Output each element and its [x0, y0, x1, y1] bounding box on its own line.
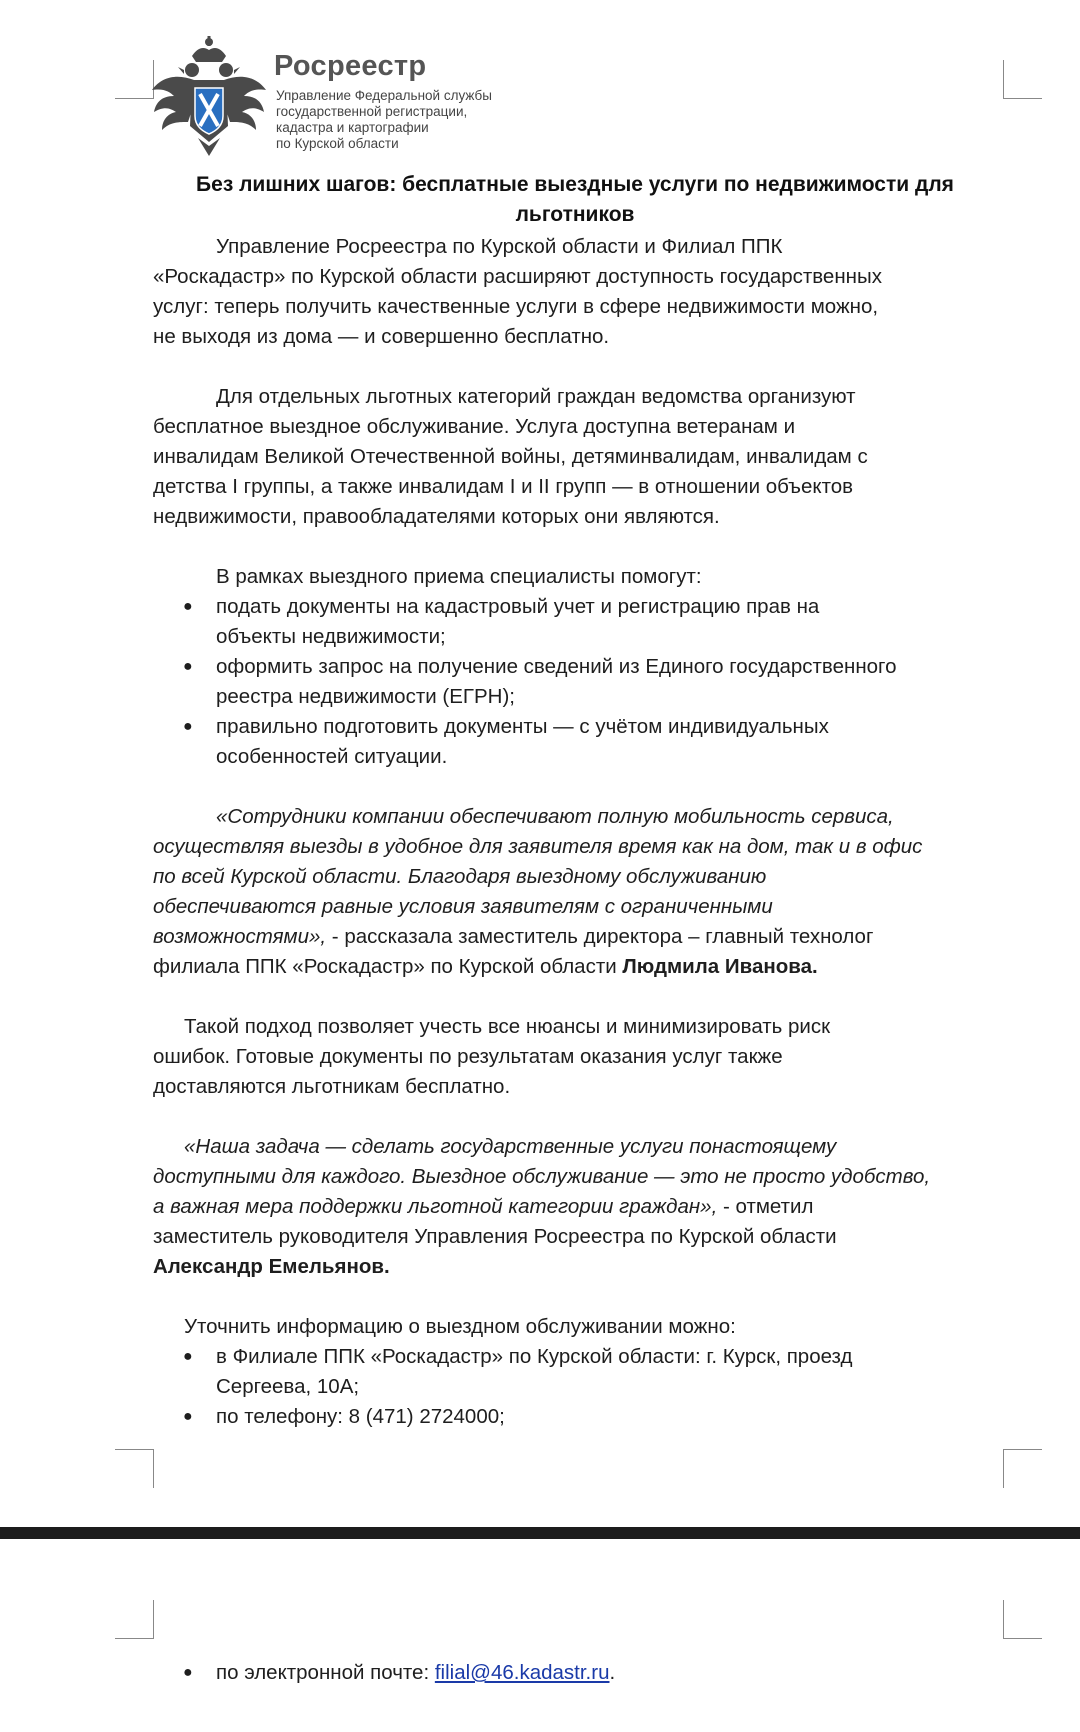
paragraph-line: Для отдельных льготных категорий граждан ведомства организуют [216, 385, 856, 408]
contact-item-email: по электронной почте: filial@46.kadastr.ru. [216, 1661, 616, 1684]
page-corner-bottom-left [115, 1449, 154, 1488]
article-title: Без лишних шагов: бесплатные выездные услуги по недвижимости для льготников [196, 173, 954, 226]
page-corner-top-right [1003, 60, 1042, 99]
quote-line: а важная мера поддержки льготной категории граждан», - отметил [153, 1195, 814, 1218]
bullet-icon: ● [183, 718, 193, 735]
quote-attribution-line: заместитель руководителя Управления Росреестра по Курской области [153, 1225, 837, 1248]
list-item: оформить запрос на получение сведений из Единого государственного [216, 655, 897, 678]
quote-line: «Наша задача — сделать государственные услуги понастоящему [184, 1135, 837, 1158]
paragraph-line: услуг: теперь получить качественные услуги в сфере недвижимости можно, [153, 295, 879, 318]
list-intro: В рамках выездного приема специалисты помогут: [216, 565, 702, 588]
paragraph-line: Такой подход позволяет учесть все нюансы и минимизировать риск [184, 1015, 831, 1038]
page-separator [0, 1527, 1080, 1539]
speaker-name: Александр Емельянов. [153, 1255, 390, 1278]
quote-line: «Сотрудники компании обеспечивают полную мобильность сервиса, [216, 805, 894, 828]
email-link[interactable]: filial@46.kadastr.ru [434, 1661, 610, 1684]
paragraph-line: детства I группы, а также инвалидам I и II групп — в отношении объектов [153, 475, 854, 498]
bullet-icon: ● [183, 1348, 193, 1365]
list-item: реестра недвижимости (ЕГРН); [216, 685, 515, 708]
brand-name: Росреестр [274, 50, 427, 82]
quote-line: обеспечиваются равные условия заявителям с ограниченными [153, 895, 773, 918]
bullet-icon: ● [183, 1664, 193, 1681]
quote-line: осуществляя выезды в удобное для заявителя время как на дом, так и в офис [153, 835, 923, 858]
quote-attribution-line: возможностями», - рассказала заместитель директора – главный технолог [153, 925, 874, 948]
list-item: подать документы на кадастровый учет и регистрацию прав на [216, 595, 820, 618]
page2-corner-top-right [1003, 1600, 1042, 1639]
paragraph-line: «Роскадастр» по Курской области расширяют доступность государственных [153, 265, 882, 288]
speaker-name: Людмила Иванова. [622, 955, 818, 978]
quote-line: по всей Курской области. Благодаря выездному обслуживанию [153, 865, 767, 888]
contact-item: Сергеева, 10А; [216, 1375, 360, 1398]
contact-item: в Филиале ППК «Роскадастр» по Курской области: г. Курск, проезд [216, 1345, 853, 1368]
brand-subtitle-line: кадастра и картографии [276, 120, 429, 135]
paragraph-line: Управление Росреестра по Курской области и Филиал ППК [216, 235, 783, 258]
brand-subtitle-line: по Курской области [276, 136, 399, 151]
list-item: особенностей ситуации. [216, 745, 448, 768]
paragraph-line: не выходя из дома — и совершенно бесплатно. [153, 325, 610, 348]
contacts-intro: Уточнить информацию о выездном обслуживании можно: [184, 1315, 736, 1338]
page2-corner-top-left [115, 1600, 154, 1639]
list-item: правильно подготовить документы — с учётом индивидуальных [216, 715, 829, 738]
list-item: объекты недвижимости; [216, 625, 446, 648]
bullet-icon: ● [183, 658, 193, 675]
bullet-icon: ● [183, 598, 193, 615]
brand-subtitle-line: государственной регистрации, [276, 104, 468, 119]
paragraph-line: инвалидам Великой Отечественной войны, детяминвалидам, инвалидам с [153, 445, 868, 468]
emblem-logo [148, 34, 270, 158]
paragraph-line: недвижимости, правообладателями которых они являются. [153, 505, 720, 528]
page-corner-bottom-right [1003, 1449, 1042, 1488]
paragraph-line: ошибок. Готовые документы по результатам оказания услуг также [153, 1045, 783, 1068]
paragraph-line: бесплатное выездное обслуживание. Услуга доступна ветеранам и [153, 415, 796, 438]
paragraph-line: доставляются льготникам бесплатно. [153, 1075, 511, 1098]
quote-line: доступными для каждого. Выездное обслуживание — это не просто удобство, [153, 1165, 931, 1188]
brand-subtitle-line: Управление Федеральной службы [276, 88, 492, 103]
quote-attribution-line: филиала ППК «Роскадастр» по Курской области Людмила Иванова. [153, 955, 818, 978]
contact-item-phone: по телефону: 8 (471) 2724000; [216, 1405, 505, 1428]
bullet-icon: ● [183, 1408, 193, 1425]
